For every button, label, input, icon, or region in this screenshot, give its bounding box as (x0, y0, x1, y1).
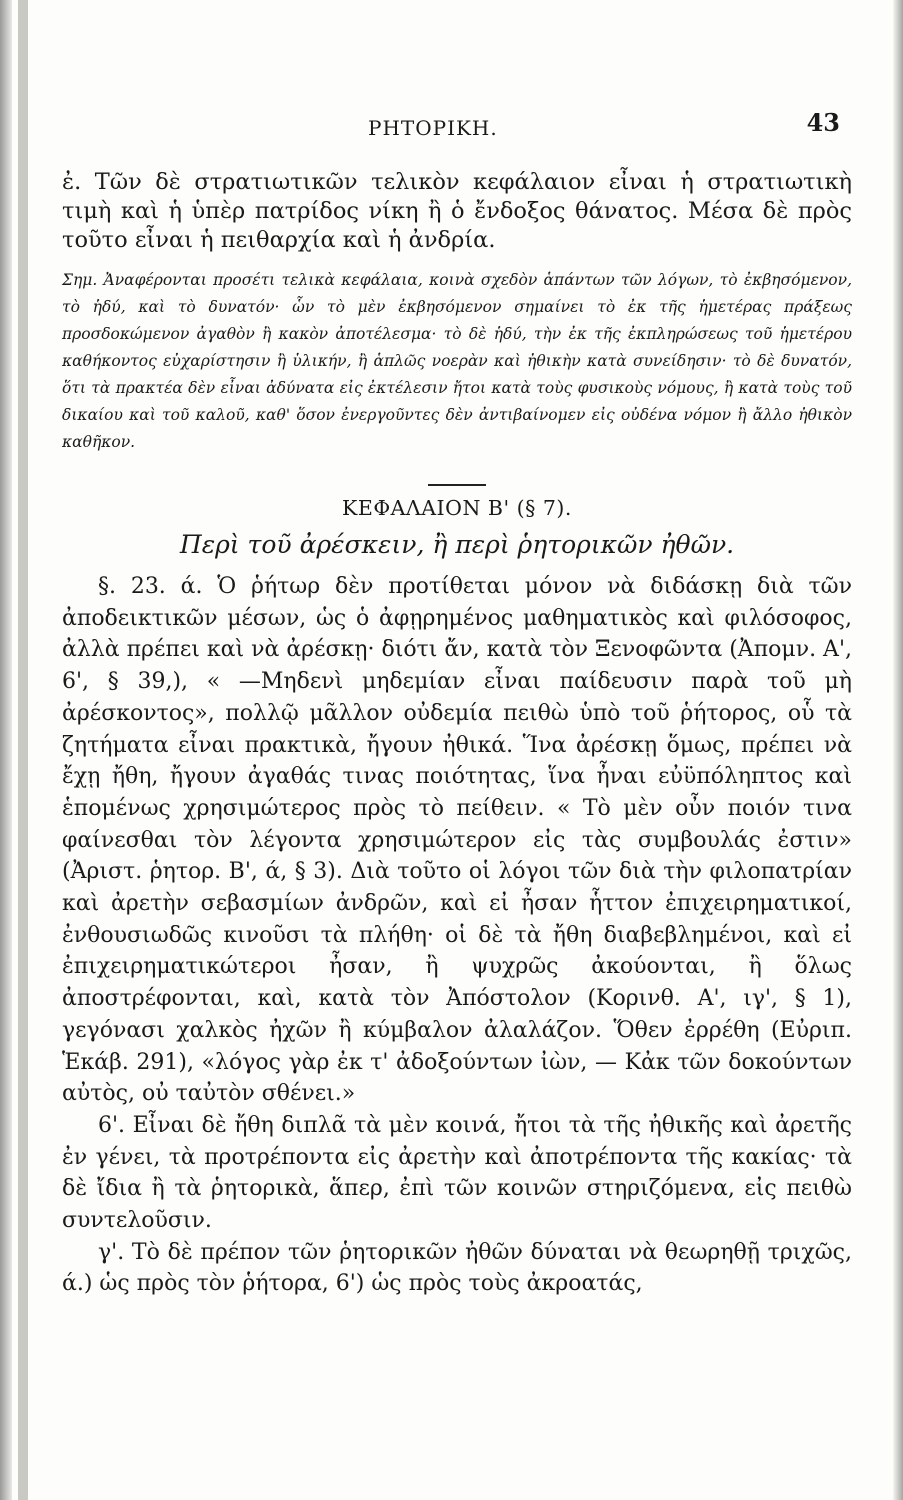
page-edge-right (893, 0, 903, 1500)
page-header (60, 108, 840, 148)
section-divider (428, 484, 486, 486)
paragraph-23a: §. 23. ά. Ὁ ῥήτωρ δὲν προτίθεται μόνον νὰ διδάσκῃ διὰ τῶν ἀποδεικτικῶν μέσων, ὡς ὁ ἀφῃρημένος μαθηματικὸς καὶ φιλόσοφος, ἀλλὰ πρέπει καὶ νὰ ἀρέσκῃ· διότι ἄν, κατὰ τὸν Ξενοφῶντα (Ἀπομν. Α', 6', § 39,), « —Μηδενὶ μηδεμίαν εἶναι παίδευσιν παρὰ τοῦ μὴ ἀρέσκοντος», πολλῷ μᾶλλον οὐδεμία πειθὼ ὑπὸ τοῦ ῥήτορος, οὗ τὰ ζητήματα εἶναι πρακτικὰ, ἤγουν ἠθικά. Ἵνα ἀρέσκῃ ὅμως, πρέπει νὰ ἔχῃ ἤθη, ἤγουν ἀγαθάς τινας ποιότητας, ἵνα ἦναι εὐϋπόληπτος καὶ ἑπομένως χρησιμώτερος πρὸς τὸ πείθειν. « Τὸ μὲν οὖν ποιόν τινα φαίνεσθαι τὸν λέγοντα χρησιμώτερον εἰς τὰς συμβουλάς ἐστιν» (Ἀριστ. ῥητορ. Β', ά, § 3). Διὰ τοῦτο οἱ λόγοι τῶν διὰ τὴν φιλοπατρίαν καὶ ἀρετὴν σεβασμίων ἀνδρῶν, καὶ εἰ ἦσαν ἧττον ἐπιχειρηματικοί, ἐνθουσιωδῶς κινοῦσι τὰ πλήθη· οἱ δὲ τὰ ἤθη διαβεβλημένοι, καὶ εἰ ἐπιχειρηματικώτεροι ἦσαν, ἢ ψυχρῶς ἀκούονται, ἢ ὅλως ἀποστρέφονται, καὶ, κατὰ τὸν Ἀπόστολον (Κορινθ. Α', ιγ', § 1), γεγόνασι χαλκὸς ἠχῶν ἢ κύμβαλον ἀλαλάζον. Ὅθεν ἐρρέθη (Εὐριπ. Ἑκάβ. 291), «λόγος γὰρ ἐκ τ' ἀδοξούντων ἰὼν, — Κἀκ τῶν δοκούντων αὐτὸς, οὐ ταὐτὸν σθένει.» (62, 574, 852, 1107)
chapter-heading: ΚΕΦΑΛΑΙΟΝ Β' (§ 7). (342, 496, 572, 520)
page-content (62, 168, 852, 1300)
running-title: ΡΗΤΟΡΙΚΗ. (368, 116, 498, 140)
page-number: 43 (806, 108, 840, 137)
page-edge-left (0, 0, 12, 1500)
page-gutter-shadow (18, 0, 28, 1500)
paragraph-23c: γ'. Τὸ δὲ πρέπον τῶν ῥητορικῶν ἠθῶν δύναται νὰ θεωρηθῇ τριχῶς, ά.) ὡς πρὸς τὸν ῥήτορα, 6') ὡς πρὸς τοὺς ἀκροατάς, (62, 1239, 852, 1297)
intro-paragraph: ἐ. Τῶν δὲ στρατιωτικῶν τελικὸν κεφάλαιον εἶναι ἡ στρατιωτικὴ τιμὴ καὶ ἡ ὑπὲρ πατρίδος νίκη ἢ ὁ ἔνδοξος θάνατος. Μέσα δὲ πρὸς τοῦτο εἶναι ἡ πειθαρχία καὶ ἡ ἀνδρία. (62, 169, 852, 253)
paragraph-23b: 6'. Εἶναι δὲ ἤθη διπλᾶ τὰ μὲν κοινά, ἤτοι τὰ τῆς ἠθικῆς καὶ ἀρετῆς ἐν γένει, τὰ προτρέποντα εἰς ἀρετὴν καὶ ἀποτρέποντα τῆς κακίας· τὰ δὲ ἴδια ἢ τὰ ῥητορικὰ, ἅπερ, ἐπὶ τῶν κοινῶν στηριζόμενα, εἰς πειθὼ συντελοῦσιν. (62, 1112, 852, 1234)
footnote: Σημ. Ἀναφέρονται προσέτι τελικὰ κεφάλαια, κοινὰ σχεδὸν ἁπάντων τῶν λόγων, τὸ ἐκβησόμενον, τὸ ἡδύ, καὶ τὸ δυνατόν· ὧν τὸ μὲν ἐκβησόμενον σημαίνει τὸ ἐκ τῆς ἡμετέρας πράξεως προσδοκώμενον ἀγαθὸν ἢ κακὸν ἀποτέλεσμα· τὸ δὲ ἡδύ, τὴν ἐκ τῆς ἐκπληρώσεως τοῦ ἡμετέρου καθήκοντος εὐχαρίστησιν ἢ ὑλικήν, ἢ ἁπλῶς νοερὰν καὶ ἠθικὴν κατὰ συνείδησιν· τὸ δὲ δυνατόν, ὅτι τὰ πρακτέα δὲν εἶναι ἀδύνατα εἰς ἐκτέλεσιν ἤτοι κατὰ τοὺς φυσικοὺς νόμους, ἢ κατὰ τοὺς τοῦ δικαίου καὶ τοῦ καλοῦ, καθ' ὅσον ἐνεργοῦντες δὲν ἀντιβαίνομεν εἰς οὐδένα νόμον ἢ ἄλλο ἠθικὸν καθῆκον. (62, 271, 852, 451)
chapter-subtitle: Περὶ τοῦ ἀρέσκειν, ἢ περὶ ῥητορικῶν ἠθῶν. (179, 530, 735, 559)
